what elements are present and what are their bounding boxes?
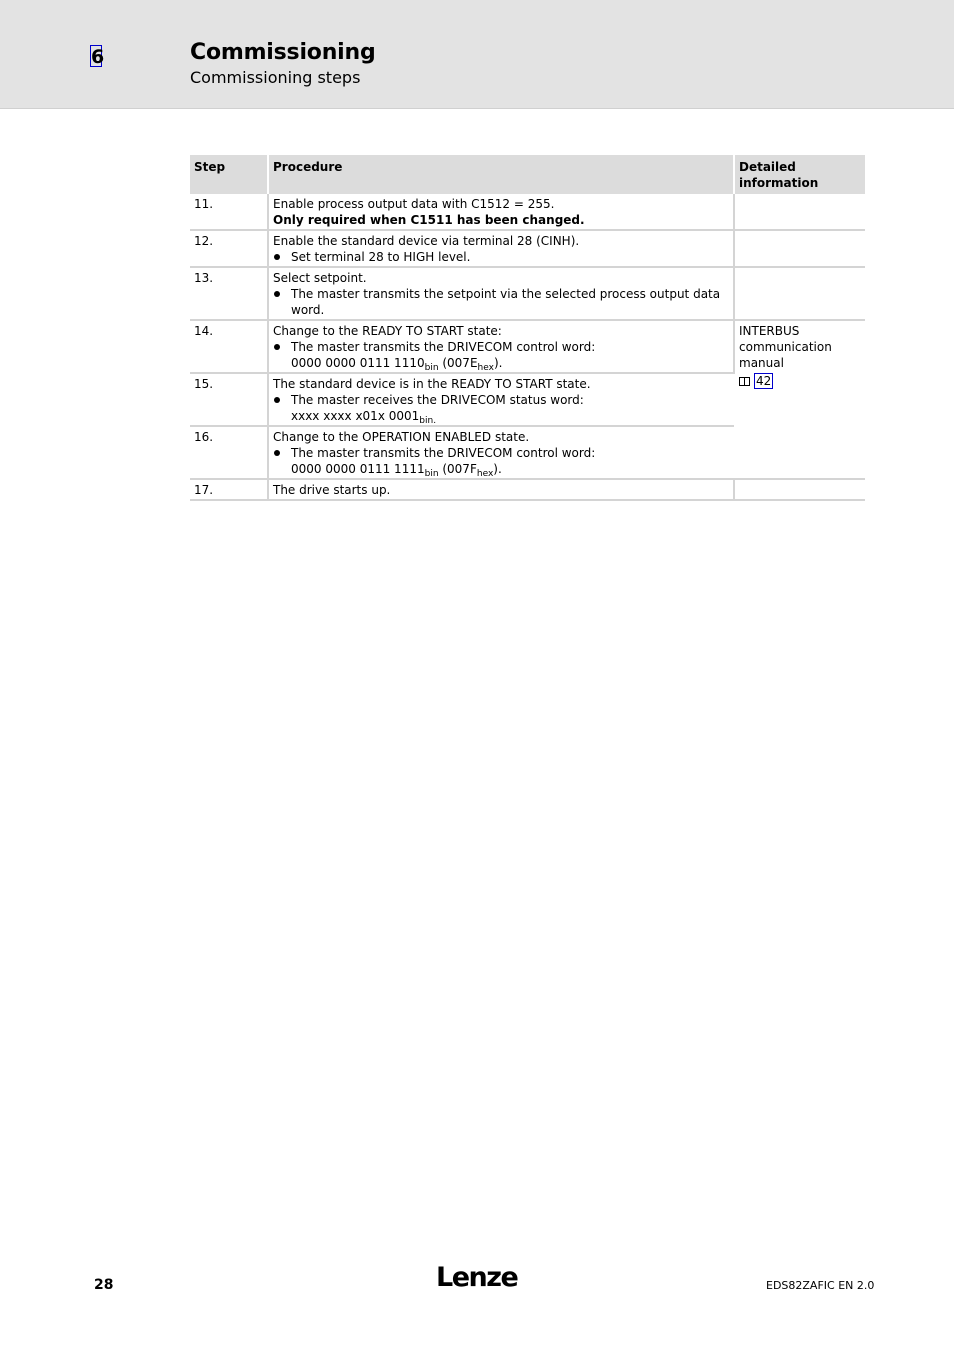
- procedure-cell: [268, 373, 734, 426]
- chapter-title: Commissioning: [190, 40, 376, 65]
- detail-cell: [734, 320, 865, 479]
- status-word-value: xxxx xxxx x01x 0001: [291, 409, 420, 423]
- detail-cell: [734, 479, 865, 500]
- hex-suffix: ).: [493, 462, 502, 476]
- chapter-number-link[interactable]: 6: [91, 46, 105, 68]
- step-number: 15.: [190, 373, 268, 426]
- detail-cell: [734, 194, 865, 230]
- table-row: [190, 479, 865, 500]
- procedure-bullet: [273, 445, 731, 477]
- column-header-step: Step: [190, 155, 268, 194]
- procedure-bullet: Set terminal 28 to HIGH level.: [273, 249, 730, 265]
- page-reference-link[interactable]: 42: [756, 374, 772, 388]
- control-word-value: 0000 0000 0111 1110: [291, 356, 425, 370]
- table-row: [190, 320, 865, 373]
- step-number: 16.: [190, 426, 268, 479]
- step-number: 13.: [190, 267, 268, 320]
- table-row: [190, 194, 865, 230]
- header-band: [0, 0, 954, 109]
- step-number: 11.: [190, 194, 268, 230]
- step-number: 12.: [190, 230, 268, 267]
- unit-subscript: hex: [477, 363, 494, 373]
- bullet-text: The master transmits the DRIVECOM control word:: [291, 340, 596, 354]
- unit-subscript: bin: [424, 469, 439, 479]
- page-number: 28: [94, 1277, 114, 1293]
- table-header-row: [190, 155, 865, 194]
- lenze-logo: Lenze: [436, 1262, 518, 1293]
- hex-value: (007F: [442, 462, 477, 476]
- table-row: [190, 267, 865, 320]
- document-id: EDS82ZAFIC EN 2.0: [766, 1279, 875, 1292]
- detail-cell: [734, 267, 865, 320]
- procedure-text: Change to the READY TO START state:: [273, 324, 502, 338]
- procedure-cell: [268, 426, 734, 479]
- procedure-cell: [268, 479, 734, 500]
- procedure-text: The drive starts up.: [273, 483, 391, 497]
- bullet-text: The master receives the DRIVECOM status word:: [291, 393, 584, 407]
- procedure-cell: [268, 320, 734, 373]
- procedure-text: The standard device is in the READY TO START state.: [273, 377, 591, 391]
- procedure-text: Change to the OPERATION ENABLED state.: [273, 430, 530, 444]
- procedure-text: Select setpoint.: [273, 271, 367, 285]
- column-header-procedure: Procedure: [268, 155, 734, 194]
- procedure-cell: [268, 267, 734, 320]
- detail-cell: [734, 230, 865, 267]
- hex-value: (007E: [442, 356, 478, 370]
- procedure-text: Enable process output data with C1512 = 255.: [273, 197, 555, 211]
- step-number: 14.: [190, 320, 268, 373]
- page-reference: [739, 373, 862, 389]
- table-row: [190, 230, 865, 267]
- book-icon: [739, 377, 750, 386]
- detail-reference-text: INTERBUS communication manual: [739, 324, 832, 370]
- step-number: 17.: [190, 479, 268, 500]
- unit-subscript: bin: [424, 363, 439, 373]
- unit-subscript: hex: [476, 469, 494, 479]
- procedure-cell: [268, 194, 734, 230]
- unit-subscript: bin.: [419, 416, 437, 426]
- procedure-text: Enable the standard device via terminal 28 (CINH).: [273, 234, 580, 248]
- chapter-subtitle: Commissioning steps: [190, 68, 361, 87]
- commissioning-steps-table: [190, 155, 865, 501]
- procedure-note: Only required when C1511 has been changed.: [273, 213, 585, 227]
- control-word-value: 0000 0000 0111 1111: [291, 462, 425, 476]
- column-header-detailed-information: Detailed information: [734, 155, 865, 194]
- procedure-bullet: [273, 392, 731, 424]
- procedure-bullet: The master transmits the setpoint via the selected process output data word.: [273, 286, 730, 318]
- hex-suffix: ).: [493, 356, 503, 370]
- procedure-cell: [268, 230, 734, 267]
- bullet-text: The master transmits the DRIVECOM control word:: [291, 446, 596, 460]
- procedure-bullet: [273, 339, 730, 371]
